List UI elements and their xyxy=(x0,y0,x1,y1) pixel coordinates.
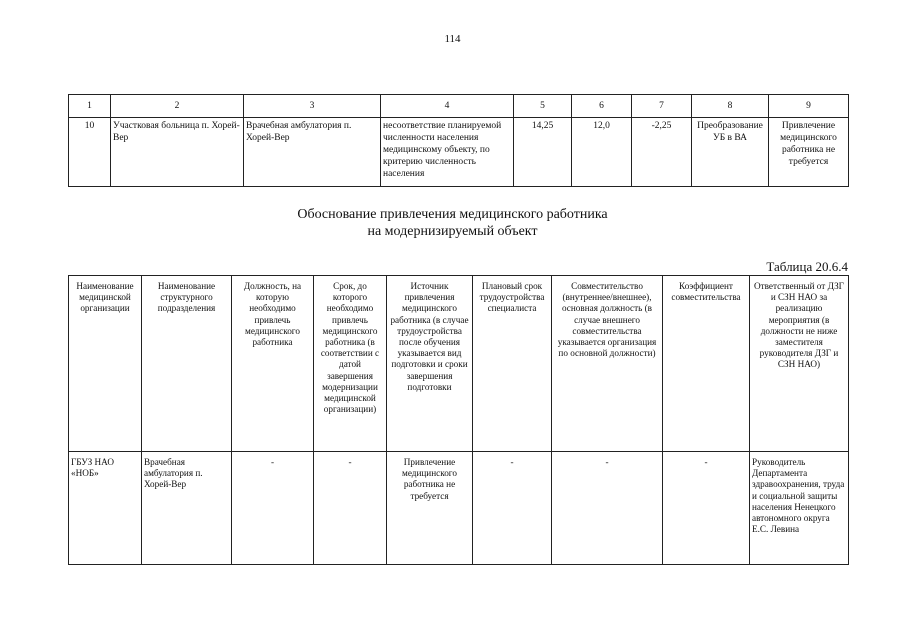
column-header: Наименование структурного подразделения xyxy=(142,276,232,452)
column-number: 4 xyxy=(381,95,514,118)
column-number: 9 xyxy=(769,95,849,118)
source-cell: Привлечение медицинского работника не требуется xyxy=(387,452,473,565)
section-heading: Обоснование привлечения медицинского работника xyxy=(297,207,608,222)
table-1-header-row xyxy=(69,95,849,118)
column-header: Плановый срок трудоустройства специалиста xyxy=(473,276,552,452)
column-number: 6 xyxy=(572,95,632,118)
column-header: Коэффициент совместительства xyxy=(663,276,750,452)
coefficient-cell: - xyxy=(663,452,750,565)
column-number: 8 xyxy=(692,95,769,118)
column-header: Совместительство (внутреннее/внешнее), основная должность (в случае внешнего совместительства указывается организация по основной должности) xyxy=(552,276,663,452)
position-cell: - xyxy=(232,452,314,565)
column-header: Срок, до которого необходимо привлечь медицинского работника (в соответствии с датой завершения модернизации медицинской организации) xyxy=(314,276,387,452)
table-2 xyxy=(68,275,849,565)
table-1 xyxy=(68,94,849,187)
value-cell: -2,25 xyxy=(632,118,692,187)
column-number: 1 xyxy=(69,95,111,118)
row-number-cell: 10 xyxy=(69,118,111,187)
part-time-cell: - xyxy=(552,452,663,565)
column-number: 5 xyxy=(514,95,572,118)
unit-cell: Врачебная амбулатория п. Хорей-Вер xyxy=(244,118,381,187)
responsible-cell: Руководитель Департамента здравоохранения, труда и социальной защиты населения Ненецкого автономного округа Е.С. Левина xyxy=(750,452,849,565)
column-header: Ответственный от ДЗГ и СЗН НАО за реализацию мероприятия (в должности не ниже заместителя руководителя ДЗГ и СЗН НАО) xyxy=(750,276,849,452)
table-2-header-row xyxy=(69,276,849,452)
column-header: Наименование медицинской организации xyxy=(69,276,142,452)
value-cell: 14,25 xyxy=(514,118,572,187)
reason-cell: несоответствие планируемой численности населения медицинскому объекту, по критерию численность населения xyxy=(381,118,514,187)
table-row xyxy=(69,118,849,187)
column-header: Источник привлечения медицинского работника (в случае трудоустройства после обучения указывается вид подготовки и сроки завершения подготовки xyxy=(387,276,473,452)
attraction-cell: Привлечение медицинского работника не требуется xyxy=(769,118,849,187)
page-number: 114 xyxy=(444,33,461,45)
column-number: 7 xyxy=(632,95,692,118)
action-cell: Преобразование УБ в ВА xyxy=(692,118,769,187)
table-caption: Таблица 20.6.4 xyxy=(766,259,848,274)
unit-cell: Врачебная амбулатория п. Хорей-Вер xyxy=(142,452,232,565)
column-number: 3 xyxy=(244,95,381,118)
deadline-cell: - xyxy=(314,452,387,565)
table-row xyxy=(69,452,849,565)
column-header: Должность, на которую необходимо привлечь медицинского работника xyxy=(232,276,314,452)
organization-cell: Участковая больница п. Хорей-Вер xyxy=(111,118,244,187)
section-heading-subtitle: на модернизируемый объект xyxy=(367,224,538,239)
column-number: 2 xyxy=(111,95,244,118)
organization-cell: ГБУЗ НАО «НОБ» xyxy=(69,452,142,565)
value-cell: 12,0 xyxy=(572,118,632,187)
planned-date-cell: - xyxy=(473,452,552,565)
